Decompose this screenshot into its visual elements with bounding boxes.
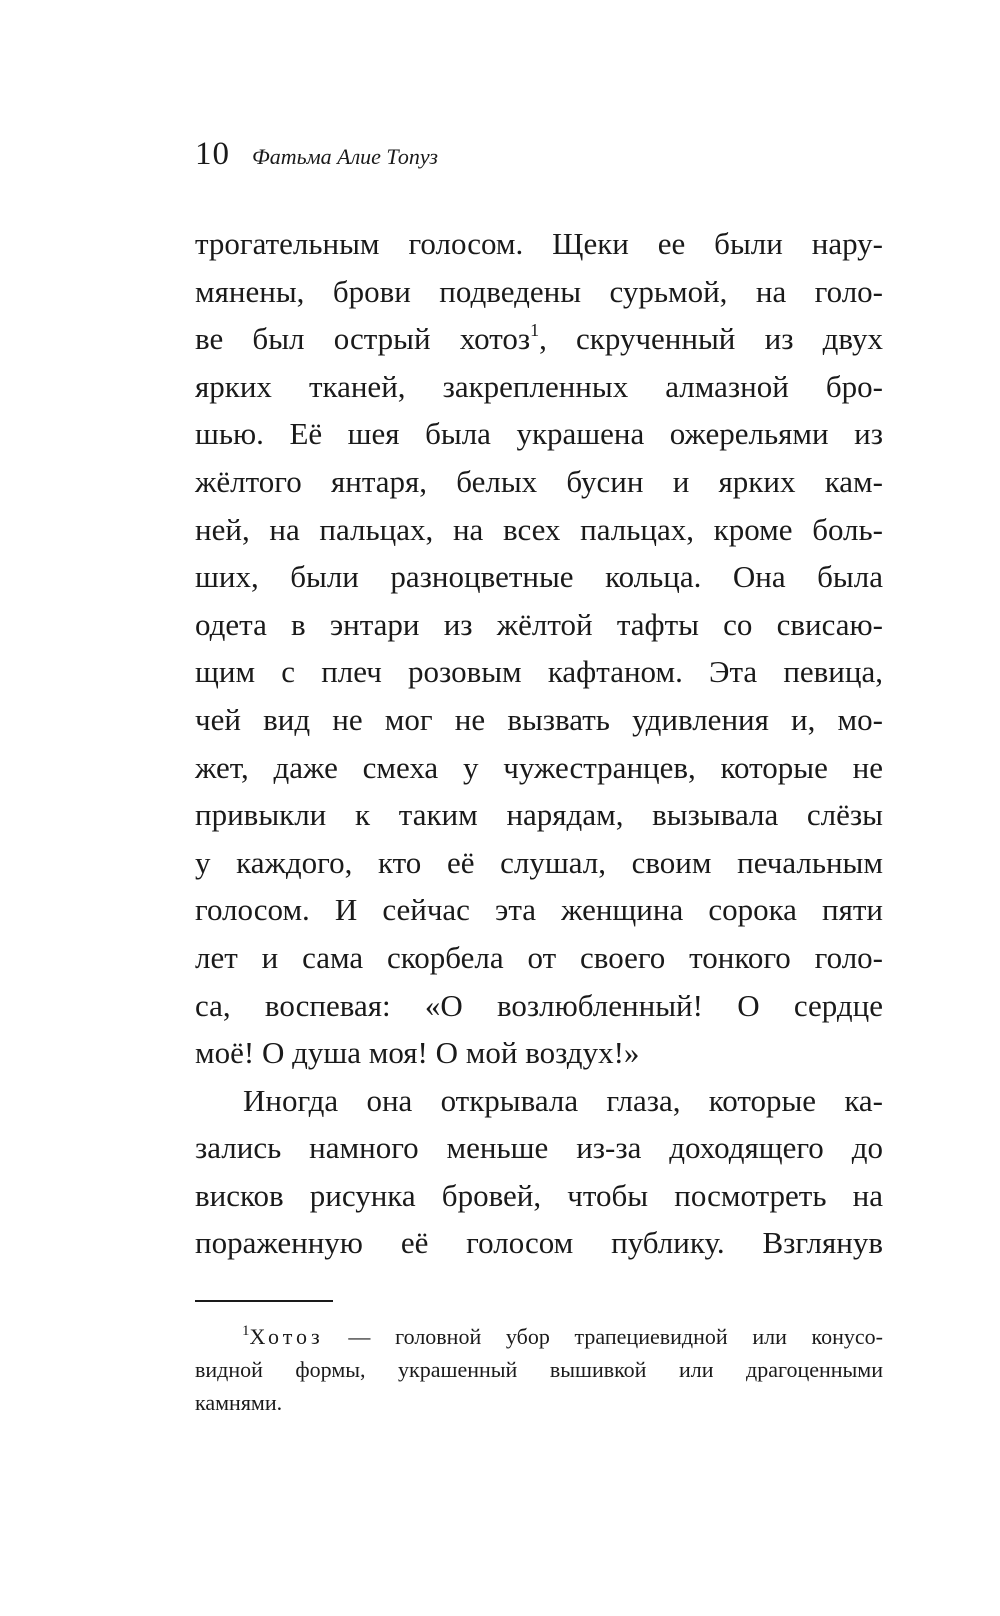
footnote-text: — головной убор трапециевидной или конусо- <box>323 1324 883 1349</box>
text-line: жет, даже смеха у чужестранцев, которые не <box>195 749 883 785</box>
text-line: привыкли к таким нарядам, вызывала слёзы <box>195 797 883 833</box>
text-line: ней, на пальцах, на всех пальцах, кроме боль- <box>195 511 883 547</box>
footnote-divider <box>195 1300 333 1302</box>
text-line: са, воспевая: «О возлюбленный! О сердце <box>195 987 883 1023</box>
text-line: одета в энтари из жёлтой тафты со свисаю- <box>195 606 883 642</box>
text-line: чей вид не мог не вызвать удивления и, мо- <box>195 701 883 737</box>
page-number: 10 <box>195 136 230 172</box>
text-line: висков рисунка бровей, чтобы посмотреть на <box>195 1177 883 1213</box>
text-line: щим с плеч розовым кафтаном. Эта певица, <box>195 654 883 690</box>
text-line: моё! О душа моя! О мой воздух!» <box>195 1035 640 1071</box>
text-fragment: , скрученный из двух <box>539 321 883 357</box>
footnote-line <box>195 1320 883 1353</box>
footnote-marker: 1 <box>242 1323 250 1339</box>
text-line: ших, были разноцветные кольца. Она была <box>195 559 883 595</box>
body-text <box>195 220 883 1267</box>
text-line-with-footnote-ref <box>195 315 883 363</box>
text-line: ярких тканей, закрепленных алмазной бро- <box>195 368 883 404</box>
text-line-paragraph-start: Иногда она открывала глаза, которые ка- <box>243 1082 883 1118</box>
footnote-line: видной формы, украшенный вышивкой или драгоценными <box>195 1357 883 1382</box>
text-line: у каждого, кто её слушал, своим печальным <box>195 844 883 880</box>
text-line: пораженную её голосом публику. Взглянув <box>195 1225 883 1261</box>
footnote-term: Хотоз <box>249 1324 324 1349</box>
text-line: голосом. И сейчас эта женщина сорока пяти <box>195 892 883 928</box>
footnote-reference: 1 <box>530 320 540 341</box>
text-line: шью. Её шея была украшена ожерельями из <box>195 416 883 452</box>
text-line: зались намного меньше из-за доходящего до <box>195 1130 883 1166</box>
text-line: лет и сама скорбела от своего тонкого голо- <box>195 939 883 975</box>
running-head <box>195 136 438 173</box>
text-line: жёлтого янтаря, белых бусин и ярких кам- <box>195 463 883 499</box>
text-fragment: ве был острый хотоз <box>195 321 531 357</box>
footnote <box>195 1320 883 1419</box>
text-line: мянены, брови подведены сурьмой, на голо- <box>195 273 883 309</box>
footnote-line: камнями. <box>195 1390 283 1415</box>
running-head-author: Фатьма Алие Топуз <box>252 144 438 169</box>
text-line: трогательным голосом. Щеки ее были нару- <box>195 226 883 261</box>
